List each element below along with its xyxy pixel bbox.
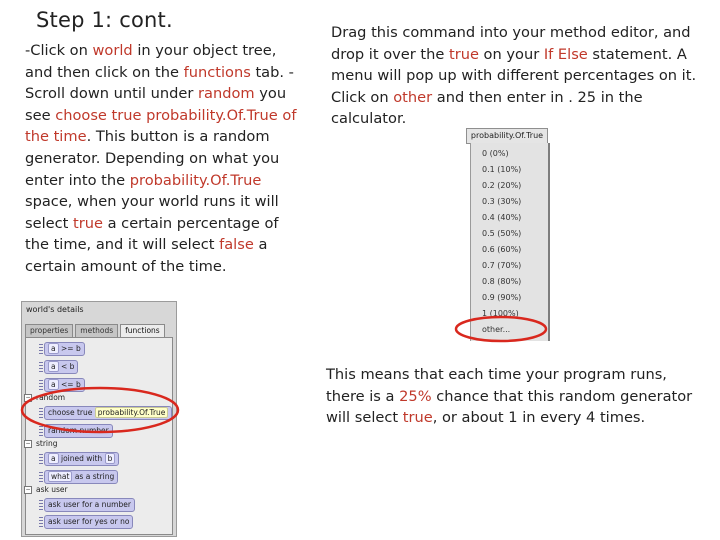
function-tile-less-equal[interactable] [44,378,85,392]
drag-instructions-paragraph [331,22,701,130]
function-tile-greater-equal[interactable] [44,342,85,356]
collapse-icon[interactable]: − [25,394,31,401]
tile-label: < b [61,362,75,371]
probability-menu [470,143,550,341]
drag-grip-icon [39,408,43,418]
menu-item-probability[interactable]: 0.9 (90%) [482,293,522,302]
tile-label: random number [48,426,109,435]
text-run: in your object tree, and then click on the [25,42,277,81]
keyword-other: other [393,88,433,106]
tile-label: >= b [61,344,81,353]
menu-item-probability[interactable]: 0.4 (40%) [482,213,522,222]
tile-label: ask user for a number [48,500,131,509]
text-run: on your [478,45,544,63]
tile-label: choose true [48,408,93,417]
world-details-panel [21,301,177,537]
text-run: , or about 1 in every 4 times. [432,409,646,427]
operand-a: a [48,361,59,372]
keyword-false: false [219,236,254,254]
menu-item-probability[interactable]: 0.6 (60%) [482,245,522,254]
as-string-tile[interactable] [44,470,118,484]
keyword-random: random [198,85,255,103]
menu-item-probability[interactable]: 1 (100%) [482,309,519,318]
text-run: and then enter in . 25 in the calculator. [331,88,643,128]
drag-grip-icon [39,426,43,436]
text-run: you see [25,85,287,124]
drag-grip-icon [39,362,43,372]
keyword-true: true [448,45,479,63]
keyword-choose-true: choose true probability.Of.True of the time [25,106,297,146]
ask-number-tile[interactable] [44,498,135,512]
menu-item-other[interactable]: other... [482,325,511,334]
menu-item-probability[interactable]: 0.2 (20%) [482,181,522,190]
functions-list [25,337,173,535]
keyword-probability: probability.Of.True [129,171,262,189]
collapse-icon[interactable]: − [25,486,31,493]
tile-label: as a string [74,472,115,481]
panel-title: world's details [26,305,84,314]
drag-grip-icon [39,380,43,390]
collapse-icon[interactable]: − [25,440,31,447]
choose-true-tile[interactable] [44,406,172,420]
text-run: This means that each time your program runs, there is a [326,366,667,405]
text-run: chance that this random generator will select [326,387,693,427]
joined-with-tile[interactable] [44,452,119,466]
instructions-paragraph [25,40,297,278]
keyword-percent: 25% [399,387,432,405]
section-ask-user: ask user [36,485,68,494]
text-run: -Click on [25,42,93,59]
keyword-functions: functions [183,63,251,81]
keyword-true: true [402,409,433,427]
explanation-paragraph [326,364,696,429]
probability-field: probability.Of.True [95,407,169,418]
tile-label: joined with [61,454,103,463]
text-run: . This button is a random generator. Depending on what you enter into the [25,128,280,189]
function-tile-less-than[interactable] [44,360,78,374]
text-run: a certain percentage of the time, and it will select [25,214,279,254]
section-random: random [36,393,66,402]
probability-dropdown-header: probability.Of.True [466,128,548,144]
operand-a: a [48,343,59,354]
operand-a: a [48,453,59,464]
drag-grip-icon [39,517,43,527]
drag-grip-icon [39,472,43,482]
menu-item-probability[interactable]: 0.5 (50%) [482,229,522,238]
drag-grip-icon [39,344,43,354]
text-run: Drag this command into your method editor, and drop it over the [331,24,691,63]
slide-title: Step 1: cont. [36,8,173,32]
drag-grip-icon [39,454,43,464]
section-string: string [36,439,58,448]
drag-grip-icon [39,500,43,510]
tile-label: <= b [61,380,81,389]
tab-properties[interactable]: properties [25,324,73,337]
tile-label: ask user for yes or no [48,517,130,526]
text-run: space, when your world runs it will select [25,193,279,232]
operand-a: a [48,379,59,390]
operand-b: b [105,453,116,464]
operand-what: what [48,471,72,482]
keyword-world: world [92,42,133,59]
text-run: statement. A menu will pop up with different percentages on it. Click on [331,45,697,106]
text-run: tab. - Scroll down until under [25,63,294,103]
details-tabs [25,324,165,337]
menu-item-probability[interactable]: 0.3 (30%) [482,197,522,206]
keyword-true: true [73,214,103,232]
keyword-if-else: If Else [543,45,588,63]
tab-methods[interactable]: methods [75,324,118,337]
menu-item-probability[interactable]: 0 (0%) [482,149,509,158]
ask-yes-no-tile[interactable] [44,515,133,529]
text-run: a certain amount of the time. [25,236,268,275]
random-number-tile[interactable] [44,424,113,438]
tab-functions[interactable]: functions [120,324,165,337]
menu-item-probability[interactable]: 0.8 (80%) [482,277,522,286]
menu-item-probability[interactable]: 0.1 (10%) [482,165,522,174]
menu-item-probability[interactable]: 0.7 (70%) [482,261,522,270]
